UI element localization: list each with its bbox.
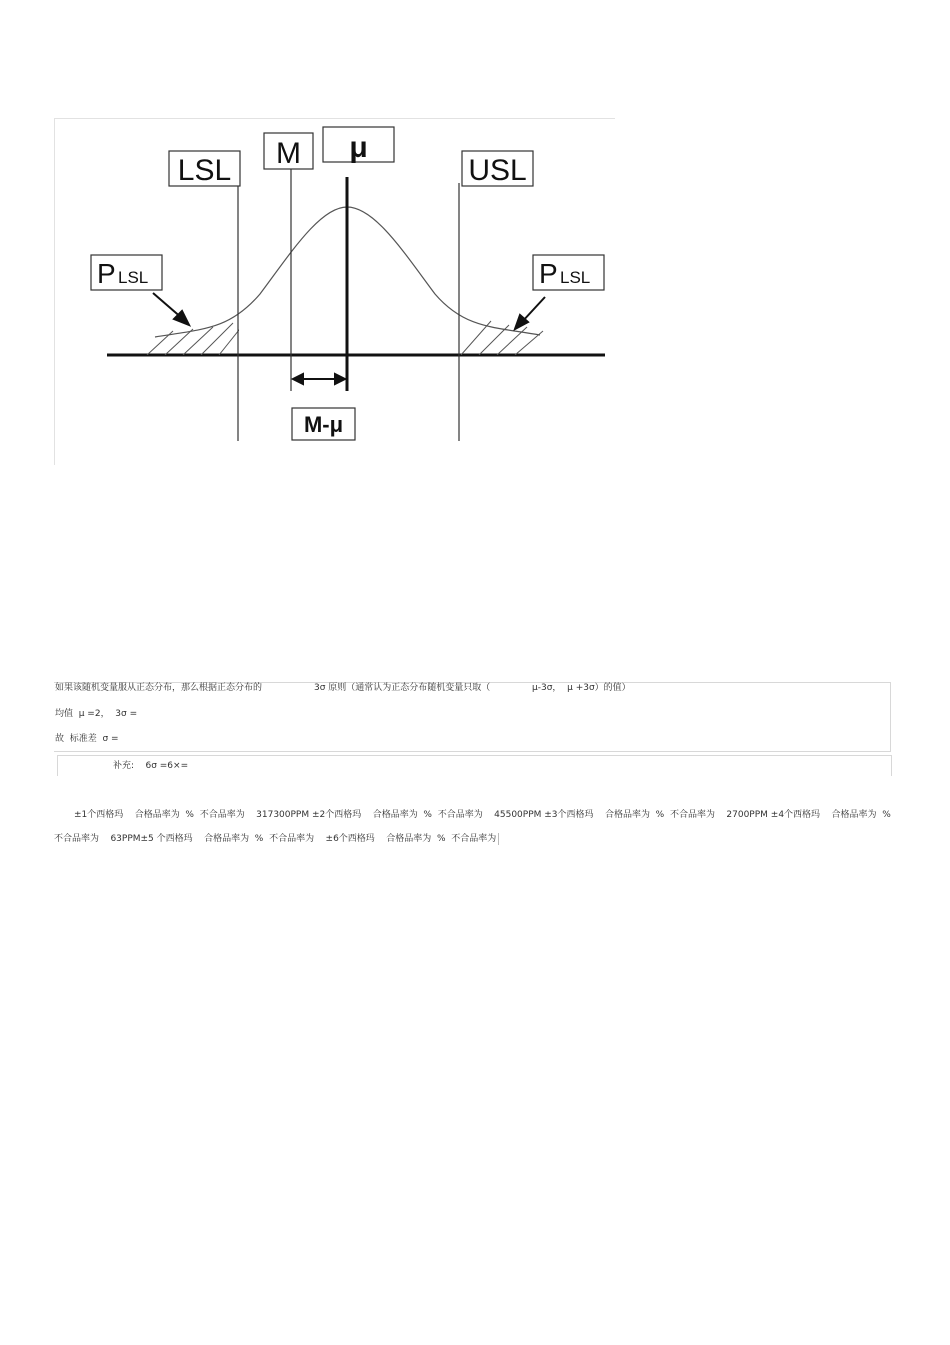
line1-text-a: 如果该随机变量服从正态分布，那么根据正态分布的 (55, 683, 263, 693)
normal-distribution-figure (54, 118, 615, 465)
line1-text-b: 3σ 原则（通常认为正态分布随机变量只取（ (314, 683, 491, 693)
svg-text:LSL: LSL (177, 154, 232, 187)
svg-text:USL: USL (468, 154, 527, 187)
svg-text:μ: μ (349, 131, 368, 164)
sigma-levels-text: ±1个西格玛 合格品率为 % 不合品率为 317300PPM ±2个西格玛 合格品率为 % 不合品率为 45500PPM ±3个西格玛 合格品率为 % 不合品率为 2700PPM ±4个西格玛 合格品率为 % 不合品率为 63PPM±5 个西格玛 合格品率为 % 不合品率为 ±6个西格玛 合格品率为 % 不合品率为 (54, 810, 897, 844)
svg-text:LSL: LSL (118, 268, 149, 287)
svg-text:P: P (539, 258, 558, 289)
distribution-diagram (55, 119, 615, 465)
lsl-label (169, 151, 240, 187)
svg-text:M-μ: M-μ (303, 412, 344, 437)
mean-line: 均值 μ =2， 3σ = (55, 709, 138, 719)
left-arrow (153, 293, 189, 325)
m-mu-label (292, 408, 355, 440)
sigma-levels-paragraph (54, 803, 896, 851)
svg-text:P: P (97, 258, 116, 289)
text-cursor (498, 833, 499, 845)
usl-label (462, 151, 533, 187)
mu-label (323, 127, 394, 164)
left-tail-hatching (147, 315, 251, 355)
right-tail-hatching (461, 321, 543, 355)
line1-text-c: μ-3σ， μ +3σ）的值） (532, 683, 631, 693)
m-mu-double-arrow (293, 374, 345, 384)
right-arrow (515, 297, 545, 329)
p-lsl-label-left (91, 255, 162, 290)
supplement-line: 补充: 6σ =6×= (113, 761, 189, 771)
svg-text:M: M (276, 137, 301, 170)
std-line: 故 标准差 σ = (55, 734, 119, 744)
m-label (264, 133, 313, 170)
p-lsl-label-right (533, 255, 604, 290)
svg-text:LSL: LSL (560, 268, 591, 287)
